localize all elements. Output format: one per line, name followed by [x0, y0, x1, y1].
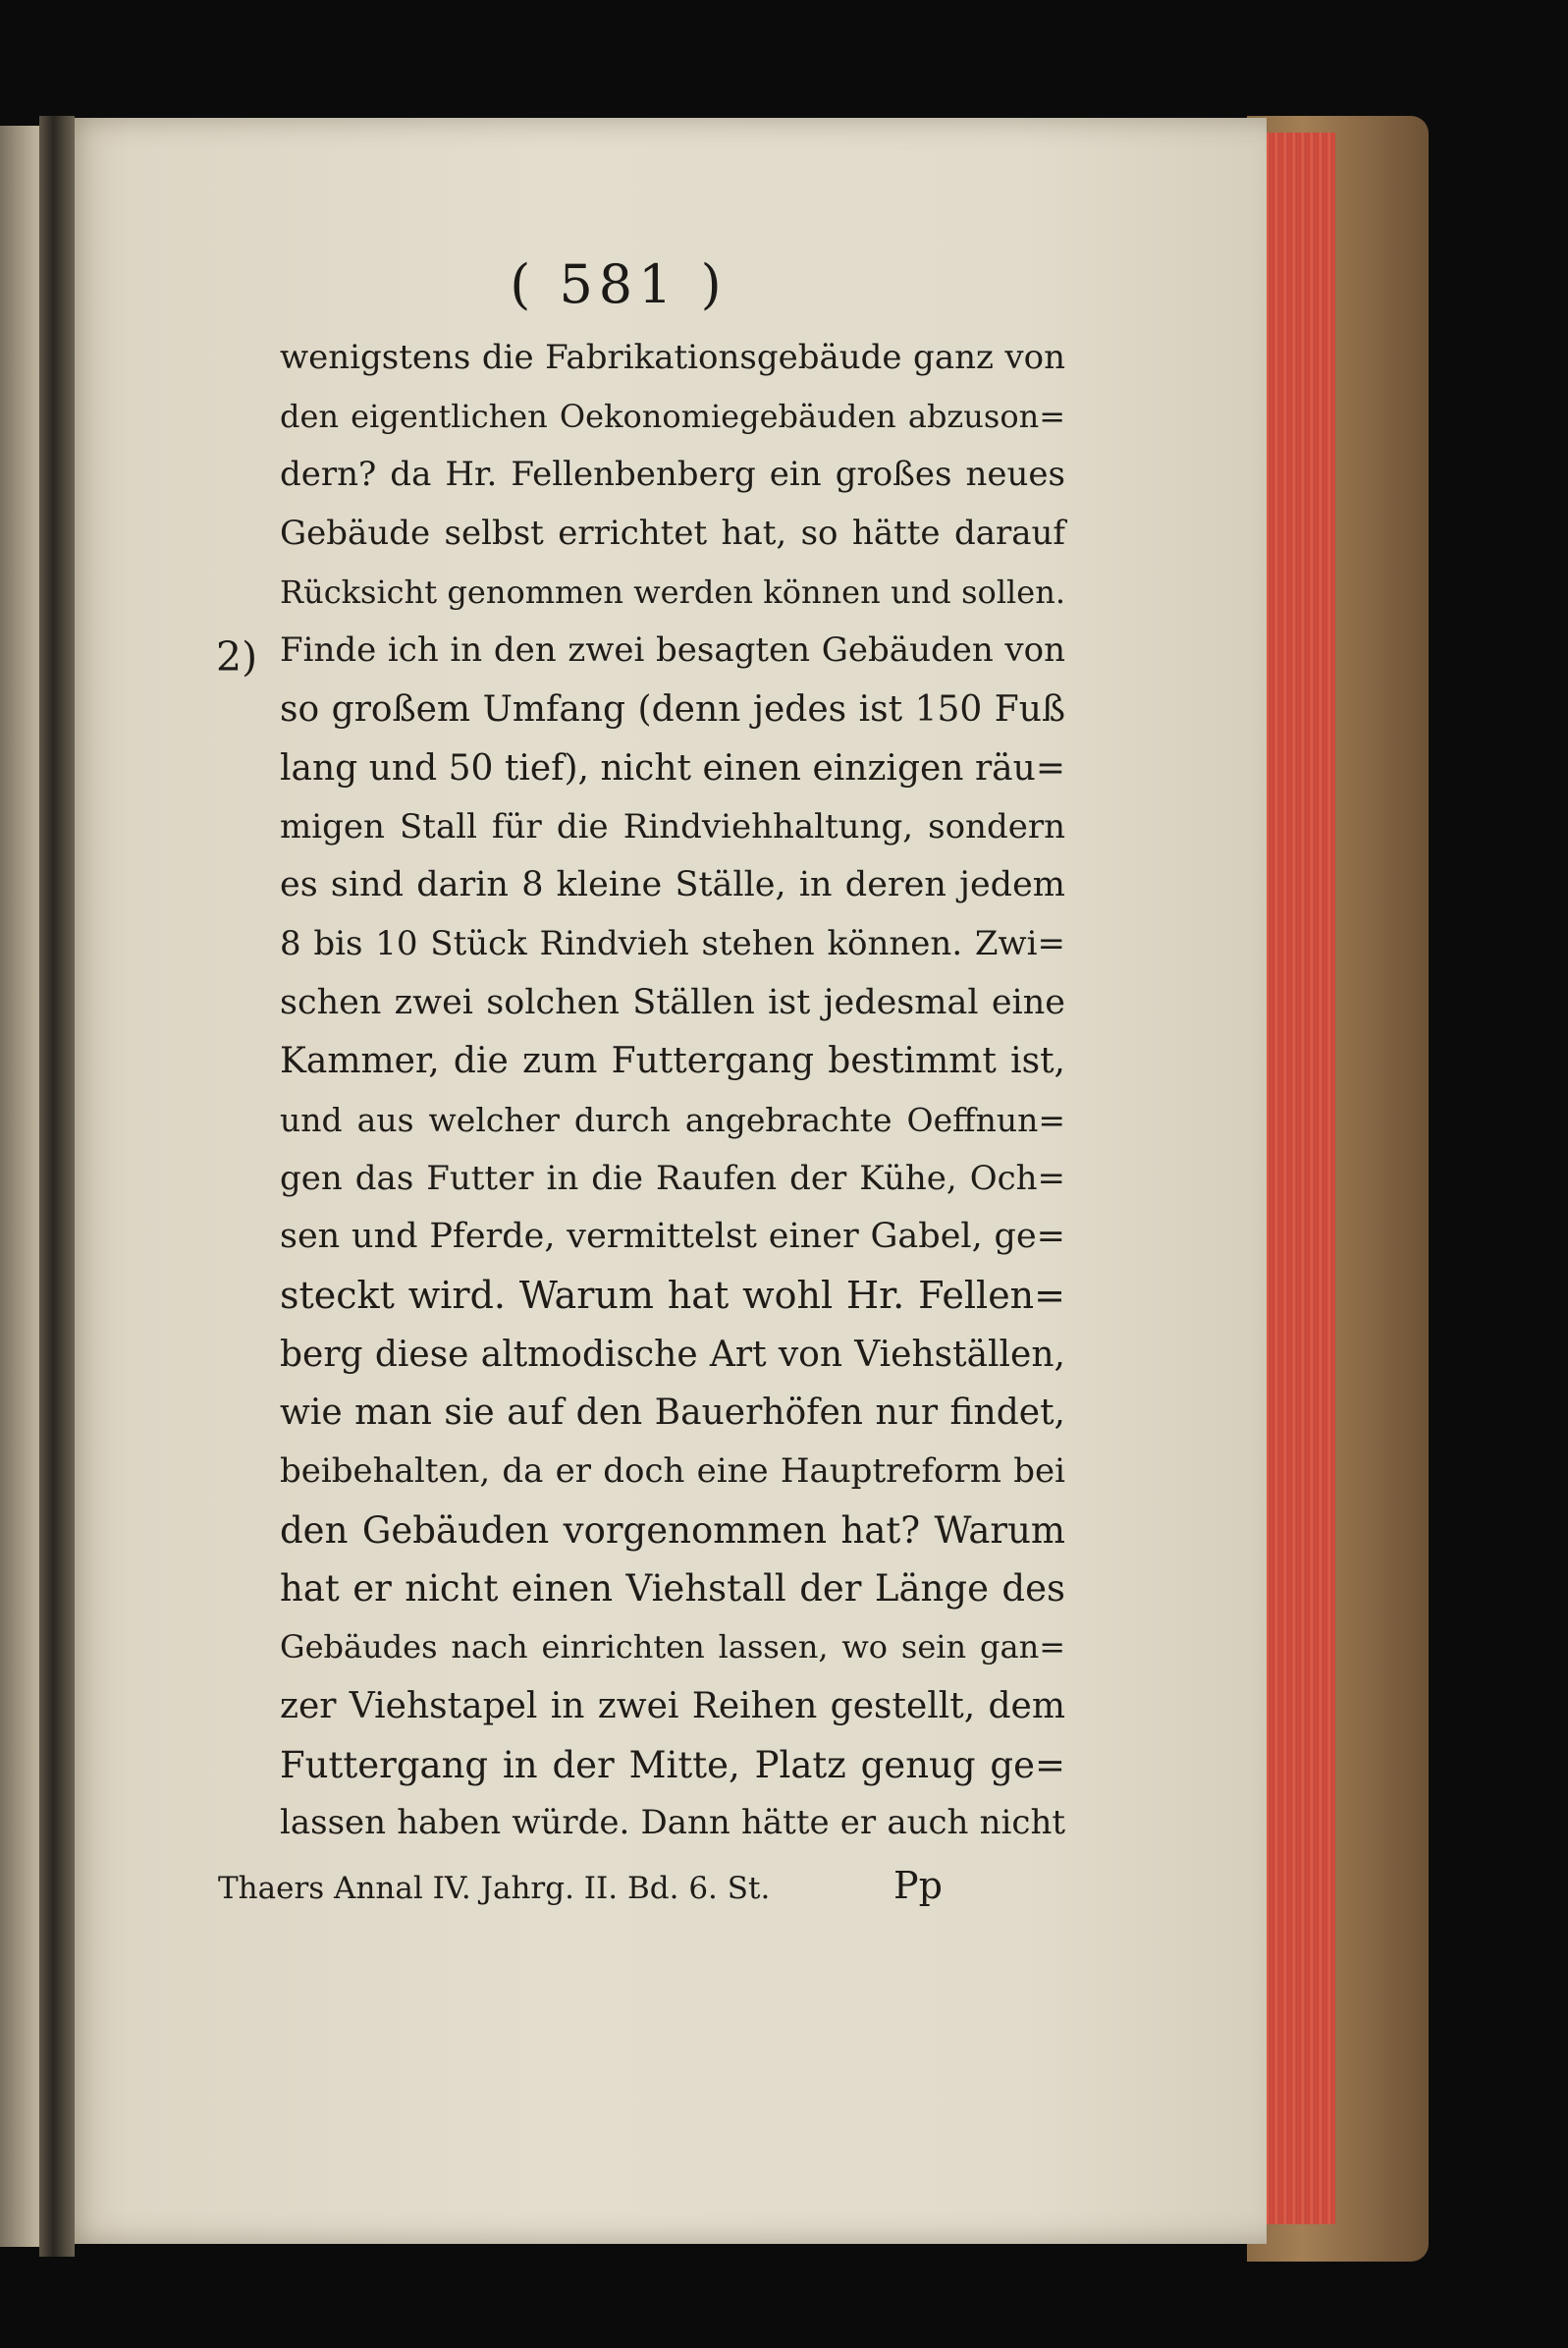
text-line: 8 bis 10 Stück Rindvieh stehen können. Zwi=	[280, 923, 1065, 963]
text-line: schen zwei solchen Ställen ist jedesmal eine	[280, 982, 1065, 1022]
text-line: gen das Futter in die Raufen der Kühe, Och=	[280, 1158, 1065, 1198]
text-line: Finde ich in den zwei besagten Gebäuden von	[280, 630, 1065, 671]
red-page-edges	[1262, 133, 1335, 2224]
signature-footer: Thaers Annal IV. Jahrg. II. Bd. 6. St.	[218, 1871, 771, 1906]
text-line: hat er nicht einen Viehstall der Länge des	[280, 1567, 1065, 1611]
sheet-signature: Pp	[893, 1864, 943, 1907]
page-number: ( 581 )	[510, 253, 728, 315]
text-line: und aus welcher durch angebrachte Oeffnun=	[280, 1100, 1065, 1139]
text-line: Kammer, die zum Futtergang bestimmt ist,	[280, 1041, 1065, 1082]
text-line: wenigstens die Fabrikationsgebäude ganz von	[280, 338, 1065, 377]
text-line: berg diese altmodische Art von Viehställen,	[280, 1334, 1065, 1375]
text-line: den eigentlichen Oekonomiegebäuden abzuson=	[280, 397, 1065, 435]
text-line: so großem Umfang (denn jedes ist 150 Fuß	[280, 689, 1065, 731]
text-line: es sind darin 8 kleine Ställe, in deren jedem	[280, 865, 1065, 905]
text-line: den Gebäuden vorgenommen hat? Warum	[280, 1508, 1065, 1552]
text-line: Futtergang in der Mitte, Platz genug ge=	[280, 1743, 1065, 1786]
text-line: zer Viehstapel in zwei Reihen gestellt, dem	[280, 1685, 1065, 1726]
list-enumerator: 2)	[216, 633, 258, 681]
text-line: migen Stall für die Rindviehhaltung, sondern	[280, 806, 1065, 846]
text-line: sen und Pferde, vermittelst einer Gabel, ge=	[280, 1217, 1065, 1257]
text-line: wie man sie auf den Bauerhöfen nur findet,	[280, 1392, 1065, 1434]
body-text	[280, 329, 1065, 1853]
text-line: Rücksicht genommen werden können und sollen.	[280, 573, 1065, 611]
text-line: lang und 50 tief), nicht einen einzigen räu=	[280, 747, 1065, 789]
text-line: Gebäude selbst errichtet hat, so hätte darauf	[280, 514, 1065, 554]
text-line: lassen haben würde. Dann hätte er auch nicht	[280, 1803, 1065, 1843]
text-line: Gebäudes nach einrichten lassen, wo sein gan=	[280, 1628, 1065, 1666]
text-line: steckt wird. Warum hat wohl Hr. Fellen=	[280, 1274, 1065, 1317]
text-line: beibehalten, da er doch eine Hauptreform bei	[280, 1451, 1065, 1492]
book-gutter	[39, 116, 75, 2257]
text-line: dern? da Hr. Fellenbenberg ein großes neues	[280, 455, 1065, 495]
